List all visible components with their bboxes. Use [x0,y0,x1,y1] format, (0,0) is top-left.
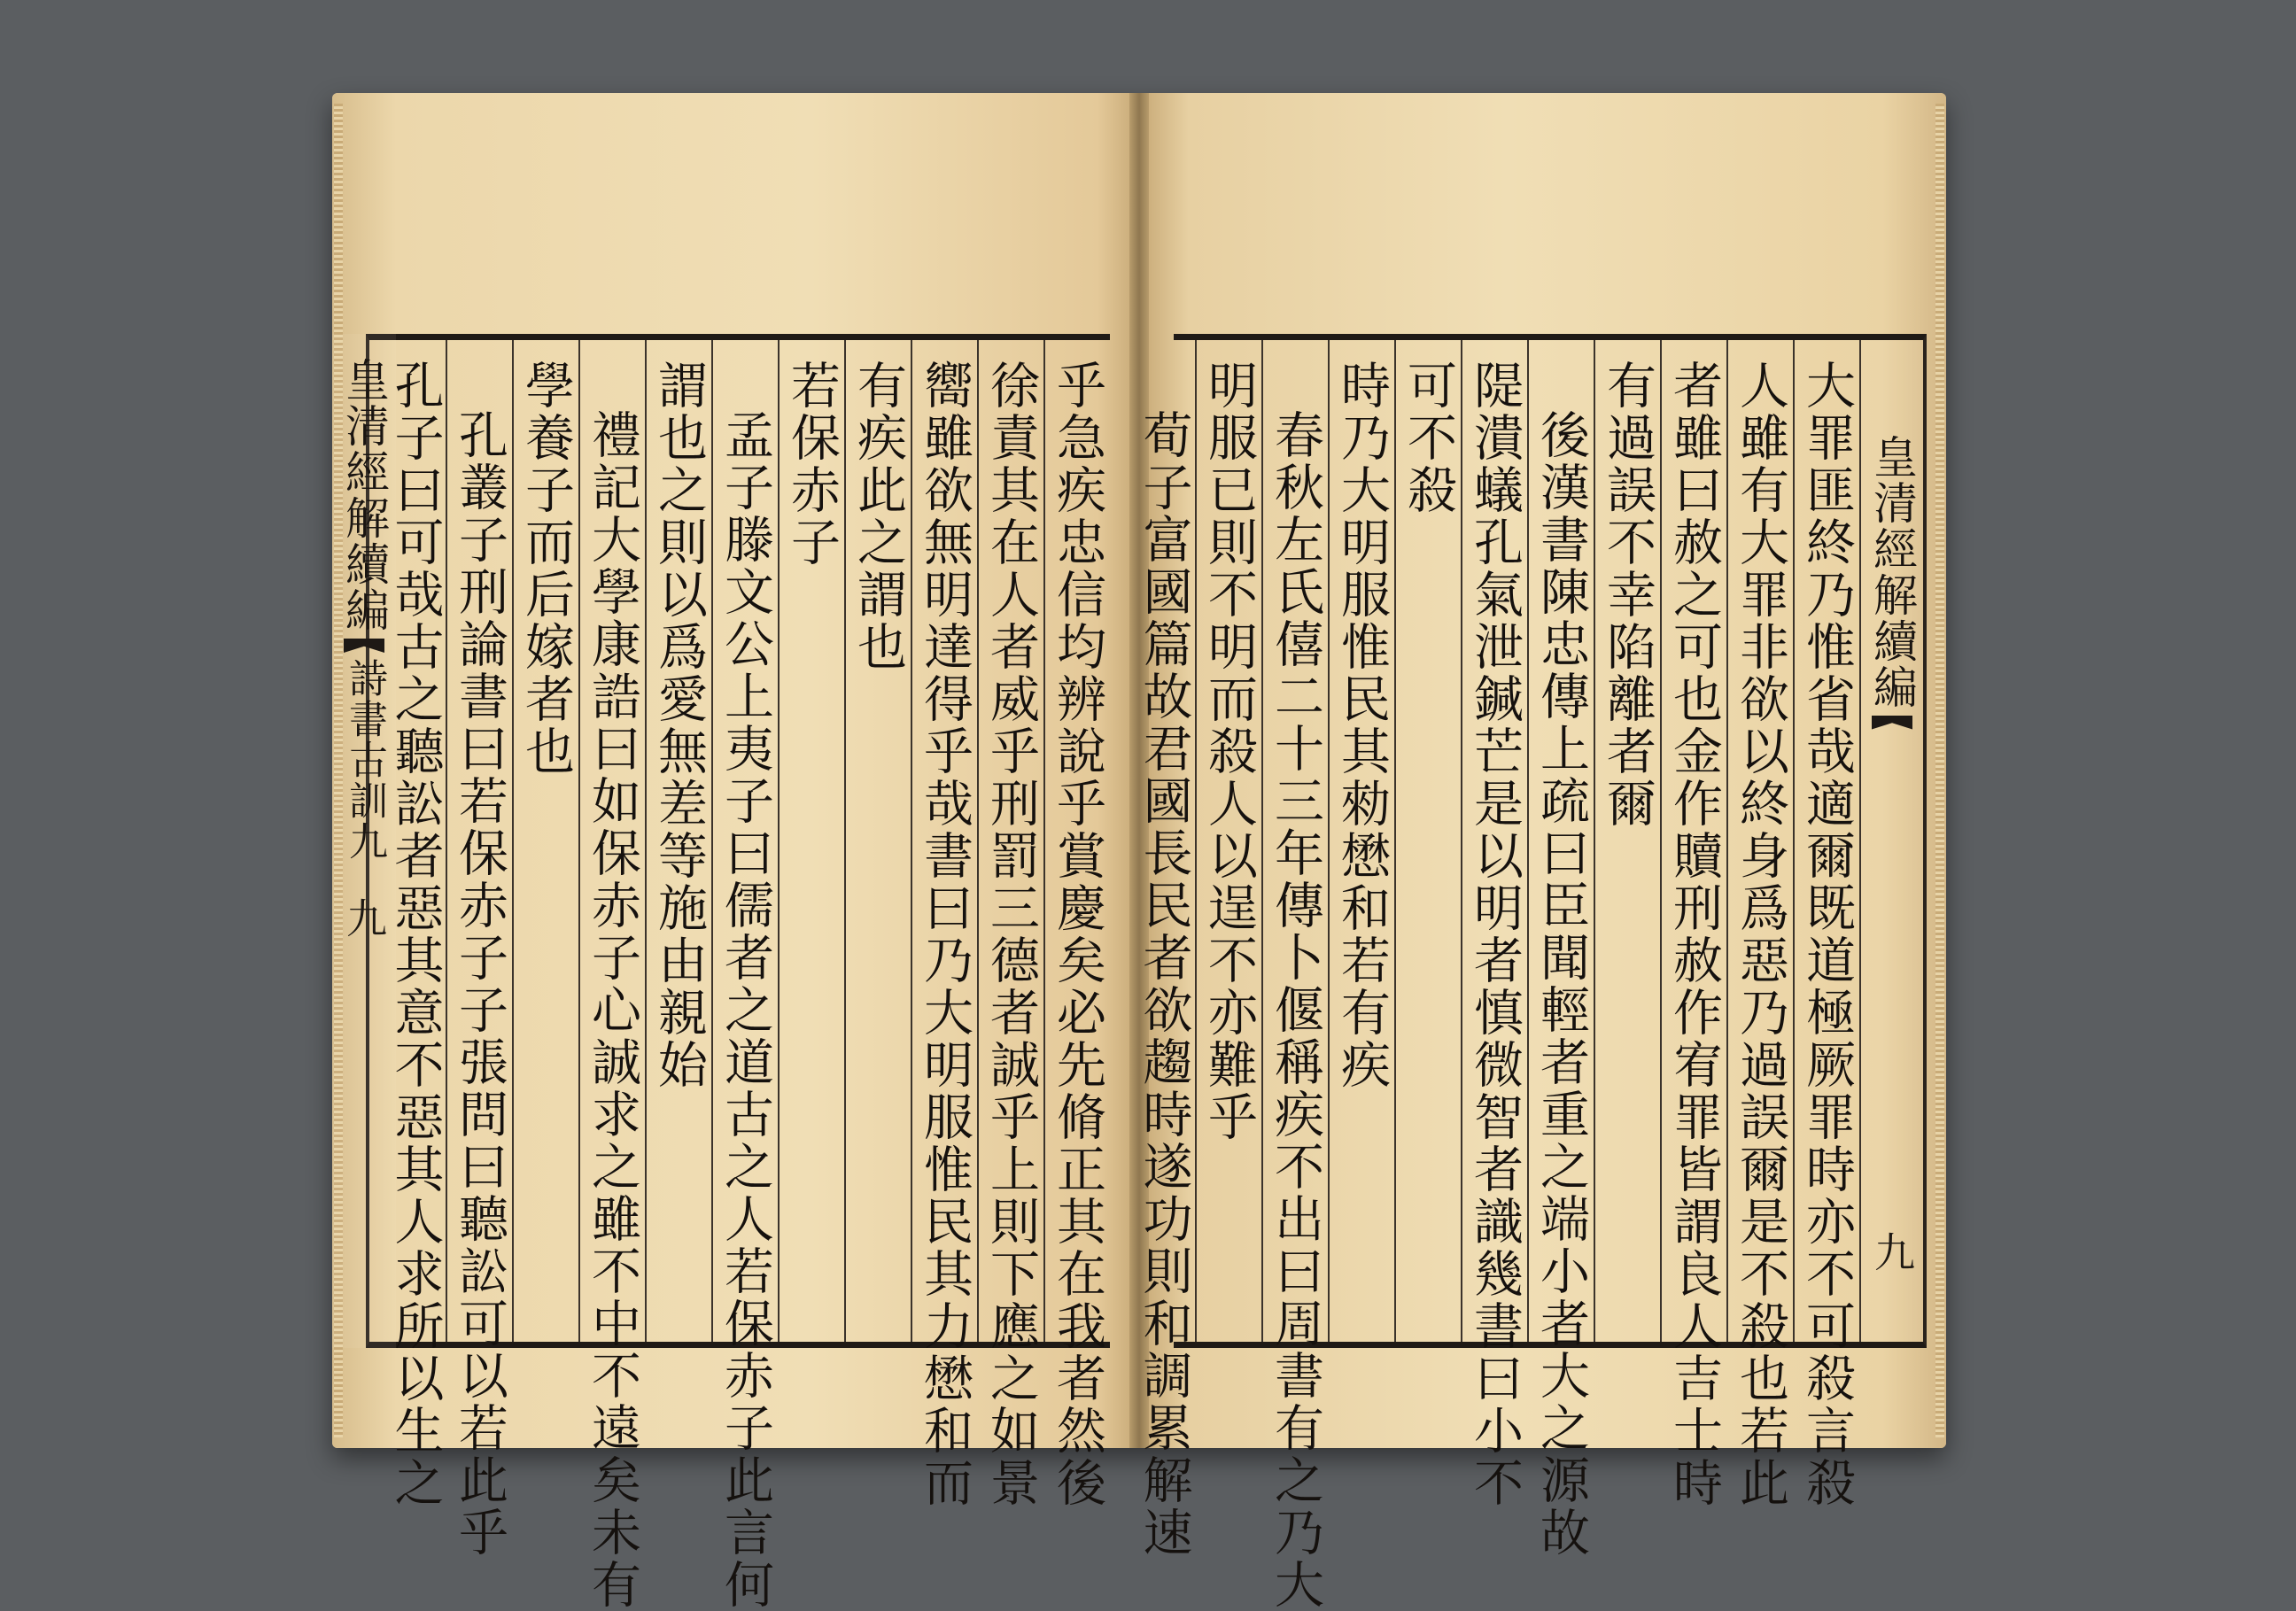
column-text: 者雖曰赦之可也金作贖刑赦作宥罪皆謂良人吉士時 [1665,360,1723,1509]
text-column [1328,340,1394,1342]
right-columns [1135,340,1923,1611]
text-column [911,340,977,1509]
column-text: 孔叢子刑論書曰若保赤子子張問曰聽訟可以若此乎 [451,409,508,1559]
column-text: 禮記大學康誥曰如保赤子心誠求之雖不中不遠矣未有 [584,409,641,1611]
text-column [977,340,1043,1509]
left-text-frame [366,334,1110,1611]
column-text: 後漢書陳忠傳上疏曰臣聞輕者重之端小者大之源故 [1532,409,1590,1559]
left-columns [369,340,1110,1611]
text-column [446,340,512,1559]
column-text: 孔子曰可哉古之聽訟者惡其意不惡其人求所以生之 [386,360,445,1509]
page-edge [1935,104,1944,1437]
right-fold-margin [1859,340,1923,1342]
column-text: 隄潰蟻孔氣泄鍼芒是以明者慎微智者識幾書曰小不 [1466,360,1524,1509]
text-column [711,340,778,1611]
column-text: 徐責其在人者威乎刑罰三德者誠乎上則下應之如景 [982,360,1040,1509]
column-text: 可不殺 [1400,360,1457,516]
column-text: 時乃大明服惟民其勑懋和若有疾 [1333,360,1391,1091]
fish-tail-mark [1872,716,1912,730]
right-page [1135,93,1946,1611]
fish-tail-mark [344,639,384,653]
column-text: 大罪匪終乃惟省哉適爾既道極厥罪時亦不可殺言殺 [1798,360,1856,1509]
text-column [645,340,711,1342]
text-column [1793,340,1859,1509]
open-book [332,93,1946,1611]
text-column [1726,340,1793,1509]
column-text: 嚮雖欲無明達得乎哉書曰乃大明服惟民其力懋和而 [916,360,973,1509]
text-column [1461,340,1527,1509]
column-text: 乎急疾忠信均辨說乎賞慶矣必先脩正其在我者然後 [1049,360,1106,1509]
text-column [1394,340,1461,1342]
book-title: 皇清經解續編 [1866,433,1918,710]
column-text: 學養子而后嫁者也 [517,360,575,778]
text-column [1043,340,1110,1509]
column-text: 有過誤不幸陷離者爾 [1599,360,1656,830]
text-column [844,340,911,1342]
text-column [1527,340,1594,1559]
column-text: 孟子滕文公上夷子曰儒者之道古之人若保赤子此言何 [717,409,774,1611]
text-column [1261,340,1328,1611]
text-column [778,340,844,1342]
column-text: 若保赤子 [783,360,841,569]
text-column [1195,340,1261,1342]
column-text: 有疾此之謂也 [849,360,907,673]
text-column [578,340,645,1611]
text-column [1594,340,1660,1342]
leaf-number: 九 [1868,1230,1916,1272]
right-text-frame [1135,334,1927,1611]
text-column [1660,340,1726,1509]
text-column [1133,340,1195,1559]
section-title: 詩書古訓九 [342,658,387,862]
column-text: 明服已則不明而殺人以逞不亦難乎 [1200,360,1258,1143]
column-text: 荀子富國篇故君國長民者欲趨時遂功則和調累解速 [1135,409,1193,1559]
leaf-number: 九 [340,897,388,938]
left-page [332,93,1129,1611]
text-column [512,340,578,1342]
column-text: 謂也之則以爲愛無差等施由親始 [650,360,708,1091]
column-text: 人雖有大罪非欲以終身爲惡乃過誤爾是不殺也若此 [1732,360,1789,1509]
left-fold-margin [332,334,396,1348]
column-text: 春秋左氏僖二十三年傳卜偃稱疾不出曰周書有之乃大 [1267,409,1324,1611]
book-title: 皇清經解續編 [338,357,390,633]
